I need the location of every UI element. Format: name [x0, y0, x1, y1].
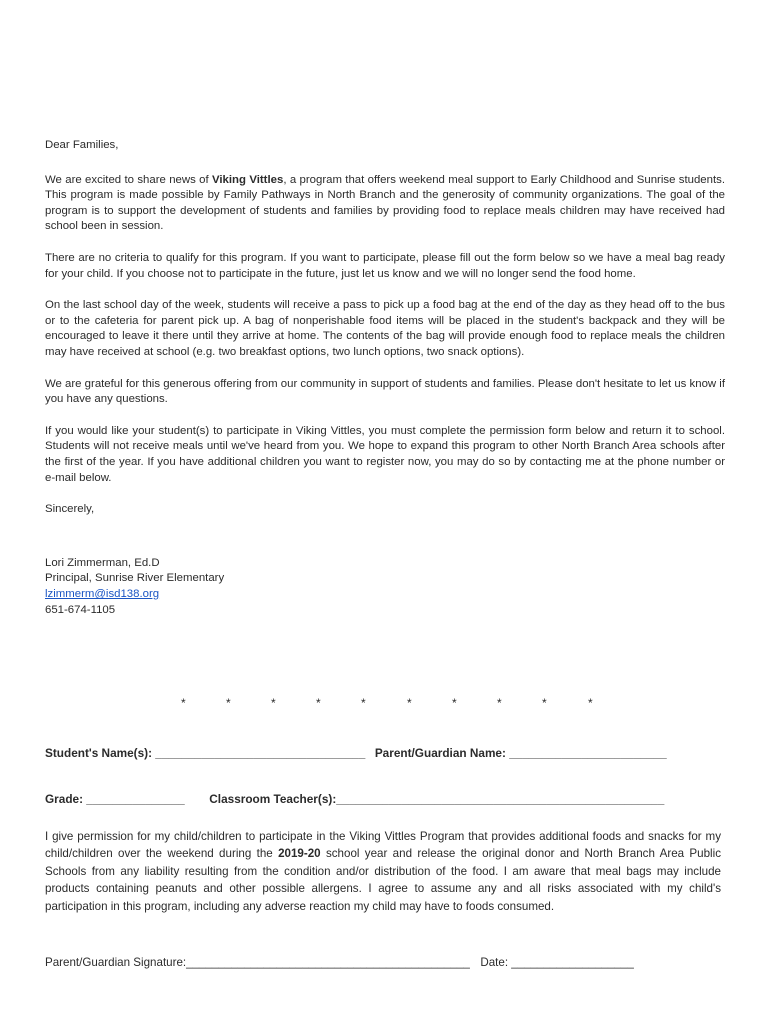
closing: Sincerely, [45, 503, 95, 516]
divider-star: * [497, 696, 502, 710]
signer-email-link[interactable]: lzimmerm@isd138.org [45, 588, 160, 601]
student-name-field[interactable]: Student's Name(s): ________________________________ [45, 746, 366, 760]
signature-block [45, 556, 725, 619]
date-field[interactable]: Date: ___________________ [480, 956, 634, 969]
parent-name-field[interactable]: Parent/Guardian Name: ________________________ [374, 746, 667, 760]
letter-page [45, 138, 725, 969]
divider-star: * [407, 696, 412, 710]
intro-paragraph: We are excited to share news of Viking Vittles, a program that offers weekend meal support to Early Childhood and Sunrise students. This program is made possible by Family Pathways in North Branch and the generosity of community organizations. The goal of the program is to support the development of students and families by providing food to replace meals children may have received had school been in session. [45, 173, 725, 233]
grade-field[interactable]: Grade: _______________ [45, 792, 185, 806]
signer-name: Lori Zimmerman, Ed.D [45, 556, 160, 569]
divider-star: * [271, 696, 276, 710]
criteria-paragraph: There are no criteria to qualify for this program. If you want to participate, please fill out the form below so we have a meal bag ready for your child. If you choose not to participate in the future, just let us know and we will no longer send the food home. [45, 251, 725, 280]
school-year: 2019-20 [278, 847, 321, 861]
names-row [45, 746, 735, 762]
signer-title: Principal, Sunrise River Elementary [45, 572, 225, 585]
signature-row [45, 955, 634, 971]
divider-star: * [181, 696, 186, 710]
divider-star: * [588, 696, 593, 710]
divider-star: * [361, 696, 366, 710]
grade-teacher-row [45, 792, 735, 808]
permission-statement: I give permission for my child/children to participate in the Viking Vittles Program that provides additional foods and snacks for my child/children over the weekend during the 2019-20 school year and release the original donor and North Branch Area Public Schools from any liability resulting from the condition and/or distribution of the food. I am aware that meal bags may include products containing peanuts and other possible allergens. I agree to assume any and all risks associated with my child's participation in this program, including any adverse reaction my child may have to foods consumed. [45, 830, 721, 913]
divider-star: * [542, 696, 547, 710]
signer-phone: 651-674-1105 [45, 603, 116, 616]
guardian-signature-field[interactable]: Parent/Guardian Signature:____________________________________________ [45, 956, 470, 969]
program-name: Viking Vittles [212, 173, 284, 186]
salutation: Dear Families, [45, 139, 119, 151]
pickup-paragraph: On the last school day of the week, students will receive a pass to pick up a food bag at the end of the day as they head off to the bus or to the cafeteria for parent pick up. A bag of nonperishable food items will be placed in the student's backpack and they will be encouraged to leave it there until they arrive at home. The contents of the bag will provide enough food to replace meals the children may have received at school (e.g. two breakfast options, two lunch options, two snack options). [45, 299, 725, 358]
section-divider [45, 696, 725, 712]
gratitude-paragraph: We are grateful for this generous offering from our community in support of students and families. Please don't hesitate to let us know if you have any questions. [45, 377, 725, 406]
instructions-paragraph: If you would like your student(s) to participate in Viking Vittles, you must complete the permission form below and return it to school. Students will not receive meals until we've heard from you. We hope to expand this program to other North Branch Area schools after the first of the year. If you have additional children you want to register now, you may do so by contacting me at the phone number or e-mail below. [45, 424, 725, 484]
divider-star: * [452, 696, 457, 710]
teacher-field[interactable]: Classroom Teacher(s):__________________________________________________ [209, 792, 665, 806]
divider-star: * [316, 696, 321, 710]
divider-star: * [226, 696, 231, 710]
